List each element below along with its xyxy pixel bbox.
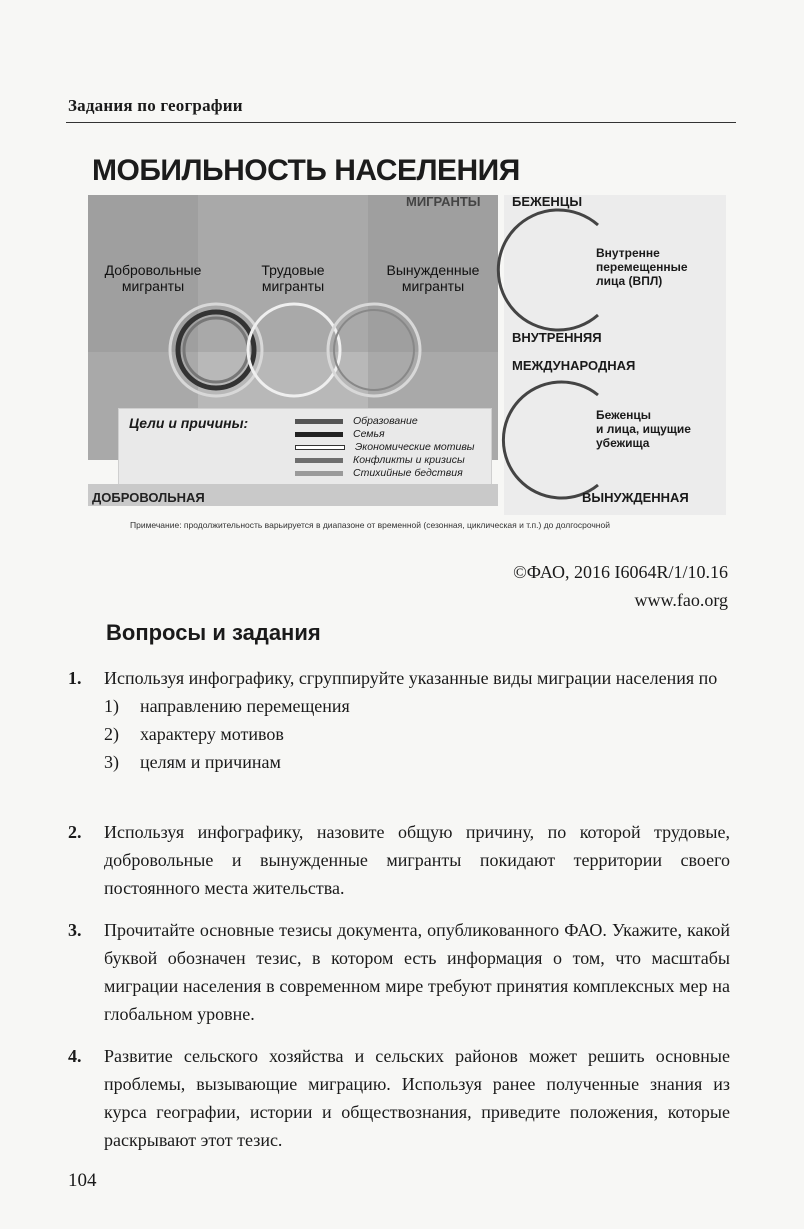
infographic-title: МОБИЛЬНОСТЬ НАСЕЛЕНИЯ xyxy=(92,154,520,187)
column-label-line: Добровольные xyxy=(104,262,202,278)
question-text: Используя инфографику, назовите общую причину, по которой трудовые, добровольные и вынужденные мигранты покидают территории своего постоянного места жительства. xyxy=(104,822,730,898)
question-text: Развитие сельского хозяйства и сельских районов может решить основные проблемы, вызывающие миграцию. Используя ранее полученные знания из курса географии, истории и обществознания, приведите положения, которые раскрывают этот тезис. xyxy=(104,1046,730,1150)
vpl-line: Внутренне xyxy=(596,246,660,260)
label-refugees: БЕЖЕНЦЫ xyxy=(512,194,583,209)
label-international: МЕЖДУНАРОДНАЯ xyxy=(512,358,636,373)
asylum-line: Беженцы xyxy=(596,408,652,422)
legend-item xyxy=(295,428,385,440)
legend-label: Конфликты и кризисы xyxy=(353,454,465,466)
running-head: Задания по географии xyxy=(68,96,243,115)
asylum-line: убежища xyxy=(596,436,650,450)
vpl-line: лица (ВПЛ) xyxy=(596,274,663,288)
question-2 xyxy=(68,818,730,902)
question-number: 1. xyxy=(68,668,82,688)
sub-item-number: 2) xyxy=(104,724,119,744)
column-label-line: мигранты xyxy=(401,278,465,294)
sub-item-text: направлению перемещения xyxy=(140,696,350,716)
legend-label: Экономические мотивы xyxy=(355,441,475,453)
question-number: 2. xyxy=(68,822,82,842)
circle-voluntary-inner xyxy=(178,312,254,388)
circle-forced-inner xyxy=(334,310,414,390)
page-number: 104 xyxy=(68,1170,97,1191)
sub-item xyxy=(104,720,730,748)
vpl-line: перемещенные xyxy=(596,260,688,274)
infographic xyxy=(88,150,728,540)
legend-swatch xyxy=(295,471,343,476)
section-title: Вопросы и задания xyxy=(106,620,321,645)
arc-internal xyxy=(498,210,598,330)
legend-swatch xyxy=(295,458,343,463)
infographic-note: Примечание: продолжительность варьируется в диапазоне от временной (сезонная, циклическая и т.п.) до долгосрочной xyxy=(130,520,610,530)
sub-item xyxy=(104,692,730,720)
header-rule xyxy=(66,122,736,123)
source-url: www.fao.org xyxy=(634,590,728,610)
sub-item-text: целям и причинам xyxy=(140,752,281,772)
label-internal: ВНУТРЕННЯЯ xyxy=(512,330,602,345)
arc-international xyxy=(503,382,598,498)
question-4 xyxy=(68,1042,730,1154)
sub-item-number: 3) xyxy=(104,752,119,772)
legend-label: Образование xyxy=(353,415,418,427)
label-voluntary: ДОБРОВОЛЬНАЯ xyxy=(92,490,205,505)
vpl-label xyxy=(596,246,688,288)
question-text: Используя инфографику, сгруппируйте указанные виды миграции населения по xyxy=(104,668,718,688)
legend-item xyxy=(295,441,475,453)
label-forced: ВЫНУЖДЕННАЯ xyxy=(582,490,689,505)
legend-swatch xyxy=(295,432,343,437)
legend xyxy=(118,408,492,486)
question-text: Прочитайте основные тезисы документа, опубликованного ФАО. Укажите, какой буквой обозначен тезис, в котором есть информация о том, что масштабы миграции населения в современном мире требуют принятия комплексных мер на глобальном уровне. xyxy=(104,920,730,1024)
source-credit xyxy=(513,558,728,614)
asylum-line: и лица, ищущие xyxy=(596,422,691,436)
column-label-line: мигранты xyxy=(121,278,185,294)
sub-item-number: 1) xyxy=(104,696,119,716)
sub-item xyxy=(104,748,730,776)
legend-title: Цели и причины: xyxy=(129,415,249,431)
legend-item xyxy=(295,415,418,427)
question-number: 4. xyxy=(68,1046,82,1066)
circle-voluntary-core xyxy=(184,318,248,382)
sub-item-text: характеру мотивов xyxy=(140,724,284,744)
legend-label: Стихийные бедствия xyxy=(353,467,463,479)
question-1 xyxy=(68,664,730,776)
legend-item xyxy=(295,454,465,466)
column-label-line: Трудовые xyxy=(261,262,325,278)
legend-item xyxy=(295,467,463,479)
label-migrants: МИГРАНТЫ xyxy=(406,194,481,209)
column-label-line: Вынужденные xyxy=(386,262,480,278)
question-number: 3. xyxy=(68,920,82,940)
question-3 xyxy=(68,916,730,1028)
legend-swatch xyxy=(295,419,343,424)
asylum-label xyxy=(596,408,691,450)
legend-swatch xyxy=(295,445,345,450)
legend-label: Семья xyxy=(353,428,385,440)
source-line: ©ФАО, 2016 I6064R/1/10.16 xyxy=(513,562,728,582)
column-label-line: мигранты xyxy=(261,278,325,294)
circle-forced-outer xyxy=(328,304,420,396)
